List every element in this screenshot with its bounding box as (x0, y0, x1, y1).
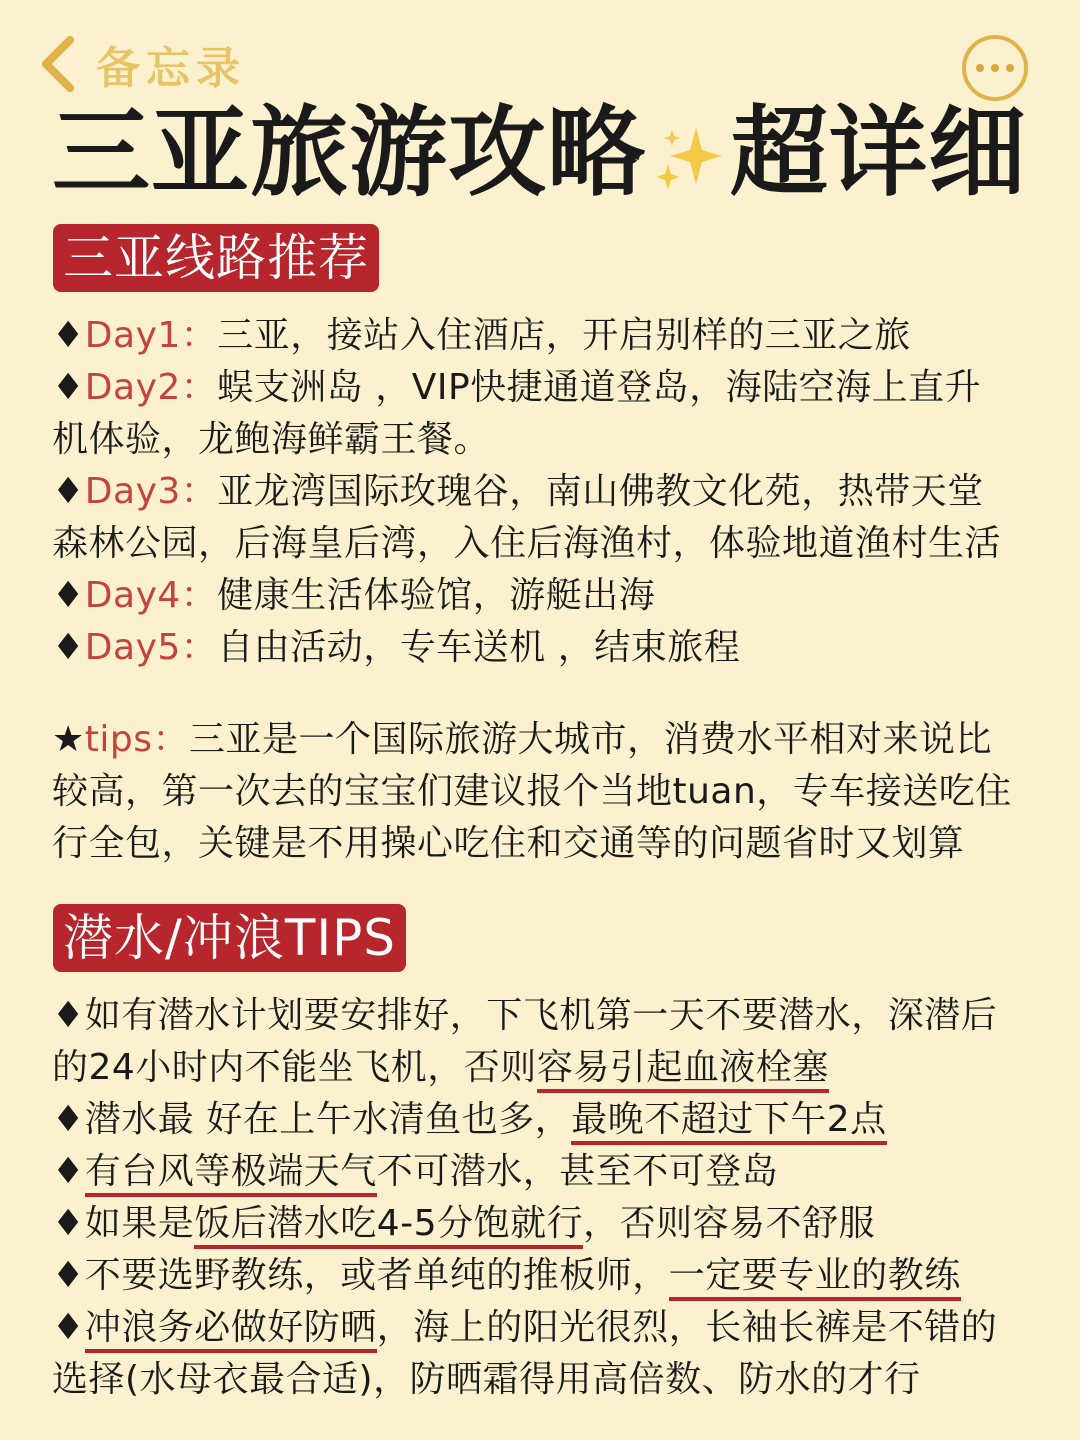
day3-line: ♦Day3：亚龙湾国际玫瑰谷，南山佛教文化苑，热带天堂 (52, 471, 984, 512)
underline-highlight: 最晚不超过下午2点 (571, 1099, 886, 1145)
page-title (52, 98, 1042, 208)
day3-line-cont: 森林公园，后海皇后湾，入住后海渔村，体验地道渔村生活 (52, 523, 1002, 564)
dive-item-1-cont: 的24小时内不能坐飞机，否则容易引起血液栓塞 (52, 1042, 829, 1094)
sparkles-icon (652, 122, 726, 196)
dive-item-5: ♦不要选野教练，或者单纯的推板师，一定要专业的教练 (52, 1250, 961, 1302)
dive-item-4: ♦如果是饭后潜水吃4-5分饱就行，否则容易不舒服 (52, 1198, 875, 1250)
underline-highlight: 冲浪务必做好防晒 (85, 1307, 377, 1353)
section-heading-routes: 三亚线路推荐 (53, 224, 379, 292)
day1-line: ♦Day1：三亚，接站入住酒店，开启别样的三亚之旅 (52, 315, 911, 356)
tips-line-2: 较高，第一次去的宝宝们建议报个当地tuan，专车接送吃住 (52, 771, 1012, 812)
ellipsis-icon (976, 64, 1014, 72)
dive-item-3: ♦有台风等极端天气不可潜水，甚至不可登岛 (52, 1146, 778, 1198)
top-bar (0, 0, 1080, 110)
day2-line-cont: 机体验，龙鲍海鲜霸王餐。 (52, 419, 491, 460)
title-right: 超详细 (730, 96, 1028, 210)
section-heading-diving: 潜水/冲浪TIPS (53, 904, 406, 972)
day2-line: ♦Day2：蜈支洲岛 ，VIP快捷通道登岛，海陆空海上直升 (52, 367, 982, 408)
dive-item-6: ♦冲浪务必做好防晒，海上的阳光很烈，长袖长裤是不错的 (52, 1302, 997, 1354)
more-button[interactable] (962, 35, 1028, 101)
day4-line: ♦Day4：健康生活体验馆，游艇出海 (52, 575, 656, 616)
tips-line: ★tips：三亚是一个国际旅游大城市，消费水平相对来说比 (52, 719, 993, 760)
underline-highlight: 容易引起血液栓塞 (537, 1047, 829, 1093)
underline-highlight: 饭后潜水吃4-5分饱就行 (194, 1203, 583, 1249)
underline-highlight: 一定要专业的教练 (669, 1255, 961, 1301)
dive-item-1: ♦如有潜水计划要安排好，下飞机第一天不要潜水，深潜后 (52, 995, 998, 1036)
dive-item-6-cont: 选择(水母衣最合适)，防晒霜得用高倍数、防水的才行 (52, 1359, 921, 1400)
chevron-left-icon (38, 34, 78, 94)
underline-highlight: 有台风等极端天气 (85, 1151, 377, 1197)
tips-line-3: 行全包，关键是不用操心吃住和交通等的问题省时又划算 (52, 823, 965, 864)
dive-item-2: ♦潜水最 好在上午水清鱼也多，最晚不超过下午2点 (52, 1094, 887, 1146)
back-button[interactable] (38, 32, 246, 96)
day5-line: ♦Day5：自由活动，专车送机 ，结束旅程 (52, 627, 741, 668)
back-label: 备忘录 (96, 43, 246, 94)
title-left: 三亚旅游攻略 (52, 96, 647, 210)
